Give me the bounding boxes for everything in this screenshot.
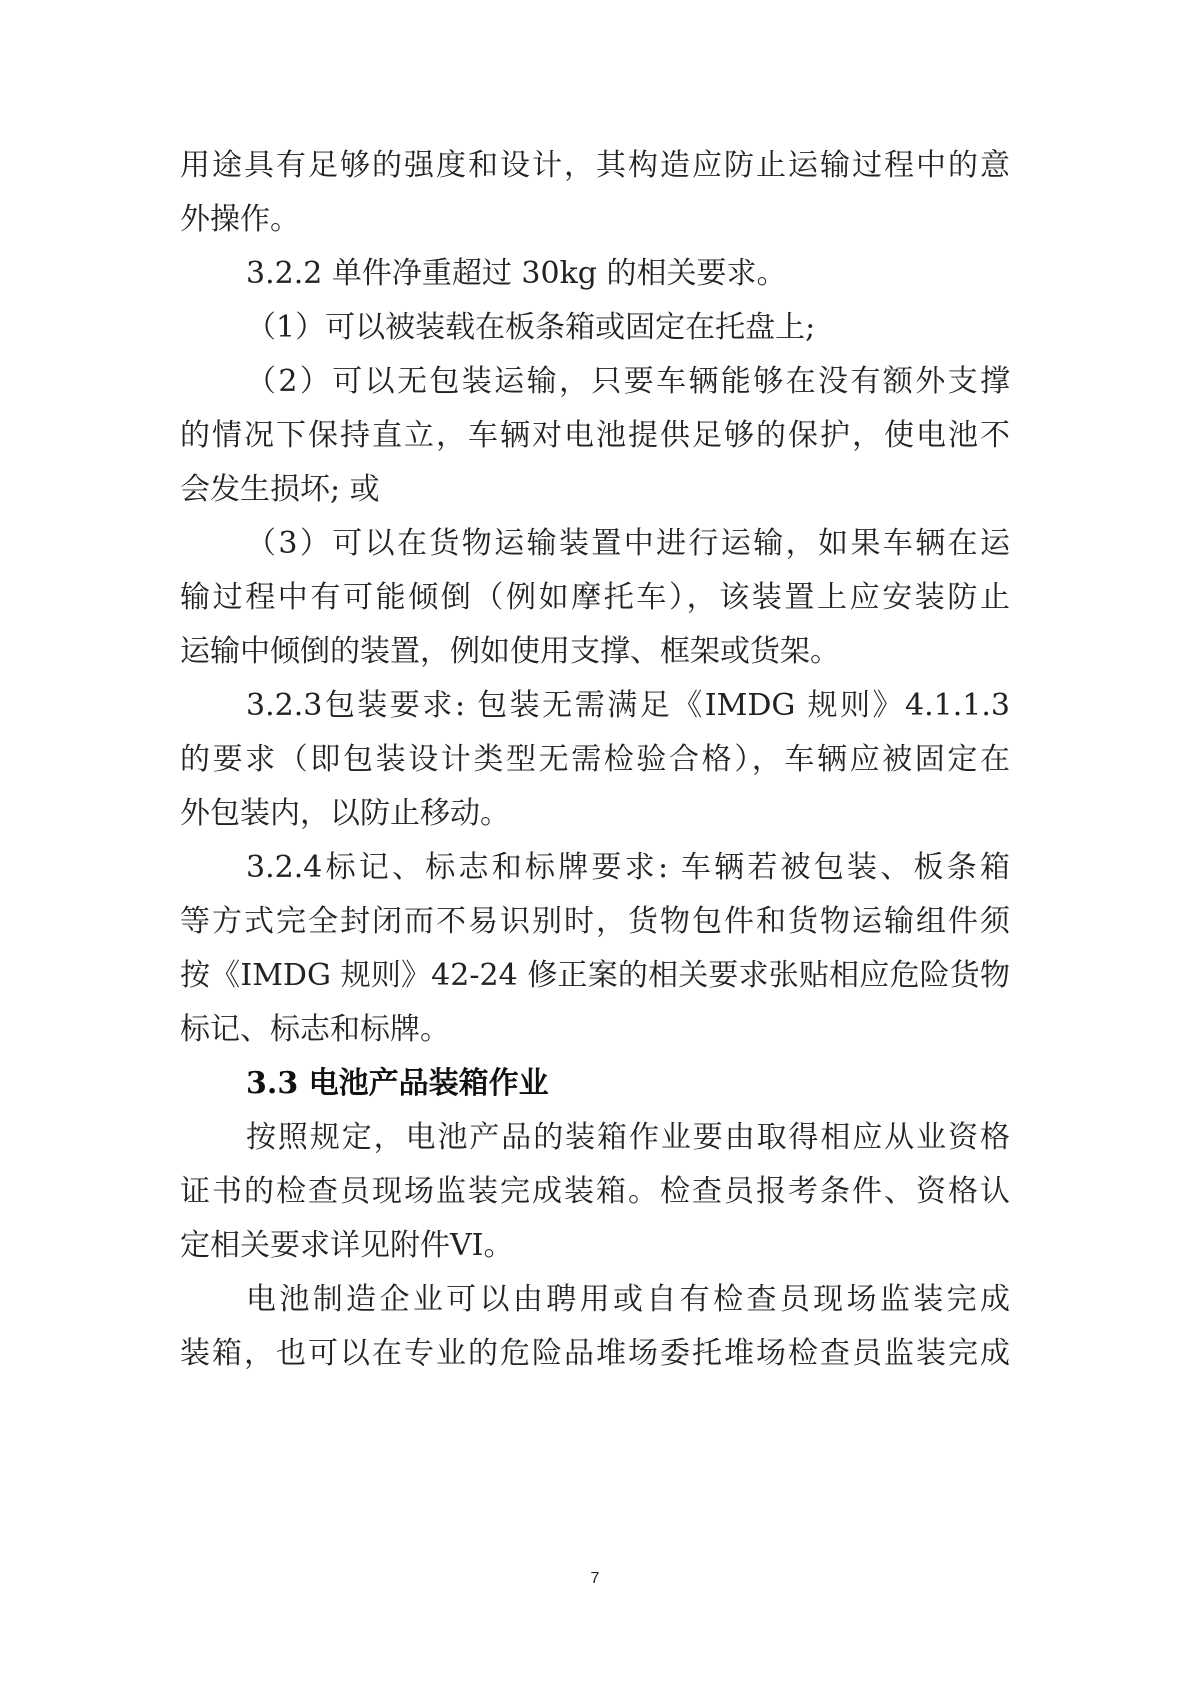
text-line: 输过程中有可能倾倒（例如摩托车），该装置上应安装防止 (180, 580, 1010, 615)
text-line: 装箱，也可以在专业的危险品堆场委托堆场检查员监装完成 (180, 1336, 1010, 1371)
text-line: 等方式完全封闭而不易识别时，货物包件和货物运输组件须 (180, 904, 1010, 939)
text-line: 按照规定，电池产品的装箱作业要由取得相应从业资格 (246, 1120, 1010, 1155)
text-line: 运输中倾倒的装置，例如使用支撑、框架或货架。 (180, 634, 840, 669)
text-line: 按《IMDG 规则》42-24 修正案的相关要求张贴相应危险货物 (180, 958, 1010, 993)
text-line: （1）可以被装载在板条箱或固定在托盘上; (246, 310, 816, 345)
text-line: 证书的检查员现场监装完成装箱。检查员报考条件、资格认 (180, 1174, 1010, 1209)
page-number: 7 (590, 1570, 600, 1587)
text-line: 标记、标志和标牌。 (180, 1012, 450, 1047)
section-heading: 3.3 电池产品装箱作业 (246, 1066, 549, 1101)
text-line: 用途具有足够的强度和设计，其构造应防止运输过程中的意 (180, 148, 1010, 183)
text-line: 3.2.4标记、标志和标牌要求: 车辆若被包装、板条箱 (246, 850, 1010, 885)
text-line: （3）可以在货物运输装置中进行运输，如果车辆在运 (246, 526, 1010, 561)
text-line: 定相关要求详见附件VI。 (180, 1228, 514, 1263)
text-line: 外操作。 (180, 202, 300, 237)
text-line: 3.2.3包装要求: 包装无需满足《IMDG 规则》4.1.1.3 (246, 688, 1010, 723)
text-line: 外包装内，以防止移动。 (180, 796, 510, 831)
text-line: 3.2.2 单件净重超过 30kg 的相关要求。 (246, 256, 787, 291)
text-line: （2）可以无包装运输，只要车辆能够在没有额外支撑 (246, 364, 1010, 399)
text-line: 电池制造企业可以由聘用或自有检查员现场监装完成 (246, 1282, 1010, 1317)
text-line: 会发生损坏; 或 (180, 472, 380, 507)
text-line: 的情况下保持直立，车辆对电池提供足够的保护，使电池不 (180, 418, 1010, 453)
text-line: 的要求（即包装设计类型无需检验合格），车辆应被固定在 (180, 742, 1010, 777)
